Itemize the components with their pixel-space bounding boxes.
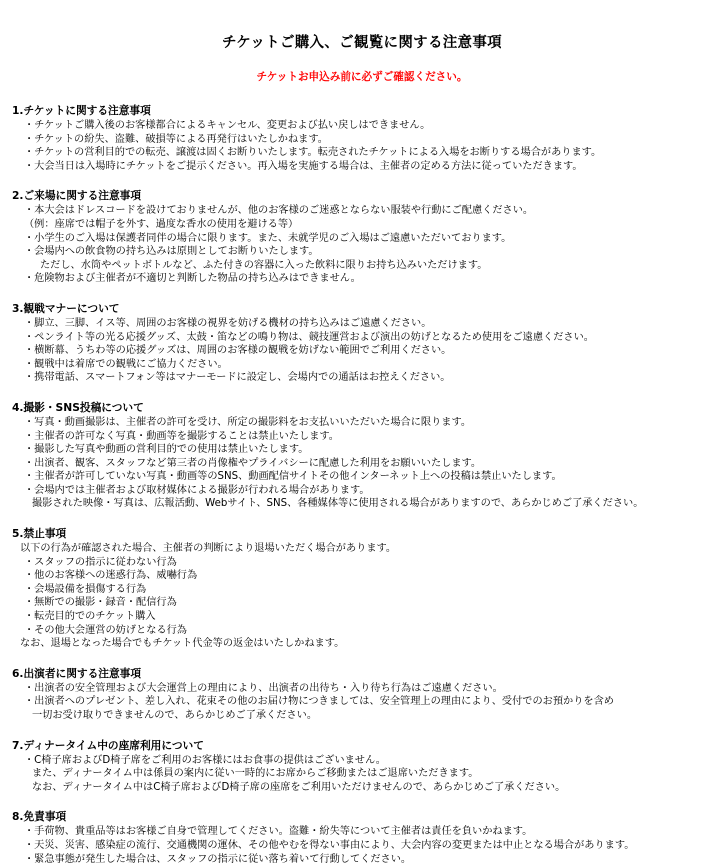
notice-line: ・ペンライト等の光る応援グッズ、太鼓・笛などの鳴り物は、競技運営および演出の妨げとなるため使用をご遠慮ください。 xyxy=(24,331,594,343)
notice-line: ・無断での撮影・録音・配信行為 xyxy=(24,597,177,609)
notice-line: 以下の行為が確認された場合、主催者の判断により退場いただく場合があります。 xyxy=(20,543,397,555)
notice-line: ・チケットの紛失、盗難、破損等による再発行はいたしかねます。 xyxy=(24,133,328,145)
notice-line: ・撮影した写真や動画の営利目的での使用は禁止いたします。 xyxy=(24,444,309,456)
notice-line: ・出演者へのプレゼント、差し入れ、花束その他のお届け物につきましては、安全管理上の理由により、受付でのお預かりを含め xyxy=(24,696,614,708)
notice-line: 一切お受け取りできませんので、あらかじめご了承ください。 xyxy=(32,710,318,721)
notice-section xyxy=(12,527,712,651)
notice-line: ・携帯電話、スマートフォン等はマナーモードに設定し、会場内での通話はお控えください。 xyxy=(24,372,451,384)
notice-line: なお、ディナータイム中はC椅子席およびD椅子席の座席をご利用いただけませんので、あらかじめご了承ください。 xyxy=(32,781,566,793)
notice-line: なお、退場となった場合でもチケット代金等の返金はいたしかねます。 xyxy=(20,638,345,650)
notice-line: ・天災、災害、感染症の流行、交通機関の運休、その他やむを得ない事由により、大会内容の変更または中止となる場合があります。 xyxy=(24,839,635,851)
section-heading: 3.観戦マナーについて xyxy=(12,301,120,315)
sections-container xyxy=(12,104,712,866)
section-heading: 8.免責事項 xyxy=(12,810,67,824)
section-heading: 7.ディナータイム中の座席利用について xyxy=(12,738,204,752)
notice-line: ・出演者、観客、スタッフなど第三者の肖像権やプライバシーに配慮した利用をお願いいたします。 xyxy=(24,457,482,469)
section-heading: 4.撮影・SNS投稿について xyxy=(12,400,144,414)
notice-line: ・横断幕、うちわ等の応援グッズは、周囲のお客様の観戦を妨げない範囲でご利用ください。 xyxy=(24,345,452,357)
notice-line: ただし、水筒やペットボトルなど、ふた付きの容器に入った飲料に限りお持ち込みいただけます。 xyxy=(40,259,488,271)
notice-line: ・C椅子席およびD椅子席をご利用のお客様にはお食事の提供はございません。 xyxy=(24,754,386,766)
notice-line: ・主催者が許可していない写真・動画等のSNS、動画配信サイトその他インターネット上への投稿は禁止いたします。 xyxy=(24,471,562,483)
section-heading: 1.チケットに関する注意事項 xyxy=(12,104,151,117)
page-title: チケットご購入、ご観覧に関する注意事項 xyxy=(222,35,502,51)
notice-line: ・チケットの営利目的での転売、譲渡は固くお断りいたします。転売されたチケットによる入場をお断りする場合があります。 xyxy=(24,147,602,159)
notice-line: 撮影された映像・写真は、広報活動、Webサイト、SNS、各種媒体等に使用される場合がありますので、あらかじめご了承ください。 xyxy=(32,498,644,510)
notice-line: ・会場内への飲食物の持ち込みは原則としてお断りいたします。 xyxy=(24,246,319,258)
notice-line: ・本大会はドレスコードを設けておりませんが、他のお客様のご迷惑とならない服装や行動にご配慮ください。 xyxy=(24,205,534,217)
notice-line: ・危険物および主催者が不適切と判断した物品の持ち込みはできません。 xyxy=(24,273,361,285)
notice-line: ・会場内では主催者および取材媒体による撮影が行われる場合があります。 xyxy=(24,484,370,496)
section-heading: 2.ご来場に関する注意事項 xyxy=(12,189,142,203)
notice-line: ・手荷物、貴重品等はお客様ご自身で管理してください。盗難・紛失等について主催者は責任を負いかねます。 xyxy=(24,826,533,838)
notice-line: ・他のお客様への迷惑行為、威嚇行為 xyxy=(24,570,198,582)
notice-line: ・出演者の安全管理および大会運営上の理由により、出演者の出待ち・入り待ち行為はご遠慮ください。 xyxy=(24,682,503,694)
notice-section xyxy=(12,810,712,866)
notice-line: ・大会当日は入場時にチケットをご提示ください。再入場を実施する場合は、主催者の定める方法に従っていただきます。 xyxy=(24,160,583,172)
notice-line: ・観戦中は着席での観戦にご協力ください。 xyxy=(24,358,228,370)
notice-section xyxy=(12,302,712,385)
section-heading: 6.出演者に関する注意事項 xyxy=(12,666,142,680)
notice-line: ・脚立、三脚、イス等、周囲のお客様の視界を妨げる機材の持ち込みはご遠慮ください。 xyxy=(24,317,432,329)
notice-line: ・その他大会運営の妨げとなる行為 xyxy=(24,624,187,636)
section-heading: 5.禁止事項 xyxy=(12,527,67,541)
notice-section xyxy=(12,667,712,723)
notice-line: ・会場設備を損傷する行為 xyxy=(24,583,147,595)
notice-line: ・スタッフの指示に従わない行為 xyxy=(24,556,177,568)
notice-line: ・小学生のご入場は保護者同伴の場合に限ります。また、未就学児のご入場はご遠慮いただいております。 xyxy=(24,232,512,244)
notice-line: ・緊急事態が発生した場合は、スタッフの指示に従い落ち着いて行動してください。 xyxy=(24,853,412,865)
page-subtitle: チケットお申込み前に必ずご確認ください。 xyxy=(256,71,468,83)
notice-line: ・チケットご購入後のお客様都合によるキャンセル、変更および払い戻しはできません。 xyxy=(24,120,431,131)
notice-section xyxy=(12,189,712,286)
notice-section xyxy=(12,104,712,173)
notice-line: また、ディナータイム中は係員の案内に従い一時的にお席からご移動またはご退席いただきます。 xyxy=(32,768,479,780)
notice-line: ・主催者の許可なく写真・動画等を撮影することは禁止いたします。 xyxy=(24,430,339,442)
notice-line: ・写真・動画撮影は、主催者の許可を受け、所定の撮影料をお支払いいただいた場合に限ります。 xyxy=(24,416,472,428)
notice-section xyxy=(12,401,712,511)
notice-line: ・転売目的でのチケット購入 xyxy=(24,611,156,623)
notice-line: （例：座席では帽子を外す、過度な香水の使用を避ける等） xyxy=(24,218,299,230)
notice-section xyxy=(12,739,712,795)
